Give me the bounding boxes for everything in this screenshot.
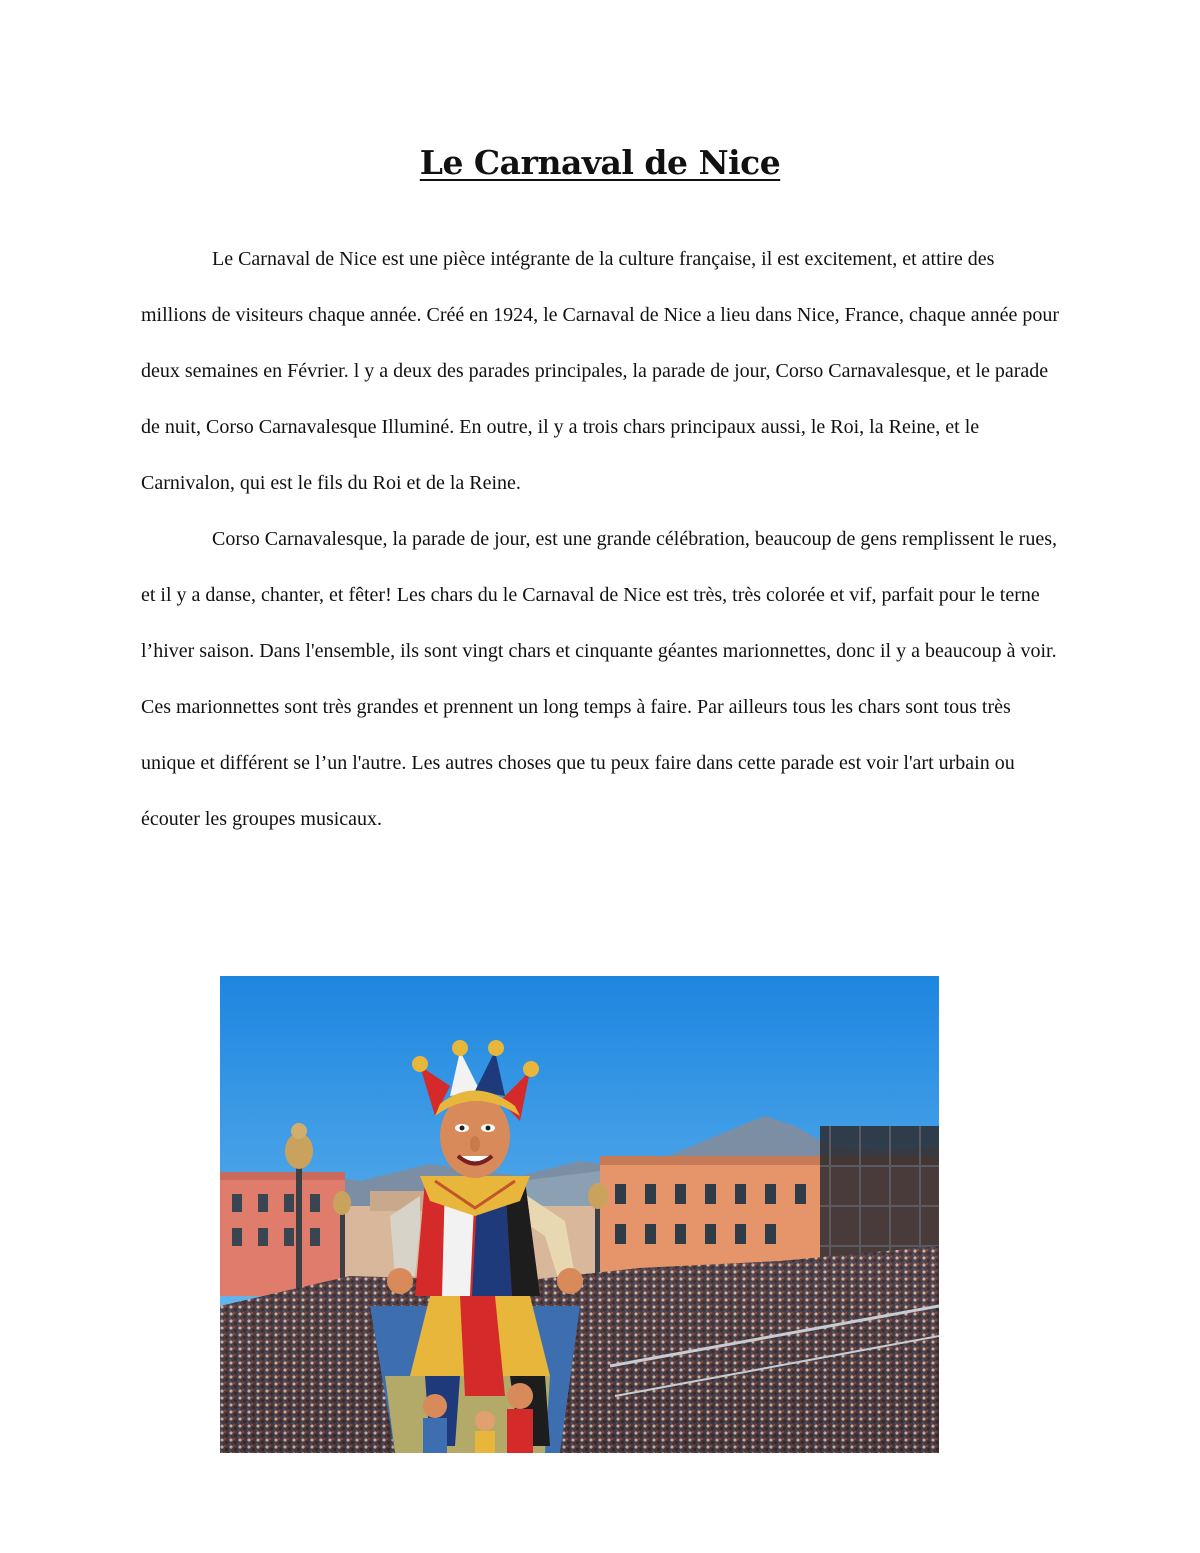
body-text [141, 231, 1059, 847]
carnival-photo [220, 976, 939, 1453]
paragraph-1: Le Carnaval de Nice est une pièce intégrante de la culture française, il est excitement, et attire des millions de visiteurs chaque année. Créé en 1924, le Carnaval de Nice a lieu dans Nice, France, chaque année pour deux semaines en Février. l y a deux des parades principales, la parade de jour, Corso Carnavalesque, et le parade de nuit, Corso Carnavalesque Illuminé. En outre, il y a trois chars principaux aussi, le Roi, la Reine, et le Carnivalon, qui est le fils du Roi et de la Reine. [141, 248, 1059, 494]
page-title: Le Carnaval de Nice [419, 143, 781, 182]
paragraph-2: Corso Carnavalesque, la parade de jour, est une grande célébration, beaucoup de gens remplissent le rues, et il y a danse, chanter, et fêter! Les chars du le Carnaval de Nice est très, très colorée et vif, parfait pour le terne l’hiver saison. Dans l'ensemble, ils sont vingt chars et cinquante géantes marionnettes, donc il y a beaucoup à voir. Ces marionnettes sont très grandes et prennent un long temps à faire. Par ailleurs tous les chars sont tous très unique et différent se l’un l'autre. Les autres choses que tu peux faire dans cette parade est voir l'art urbain ou écouter les groupes musicaux. [141, 528, 1057, 830]
